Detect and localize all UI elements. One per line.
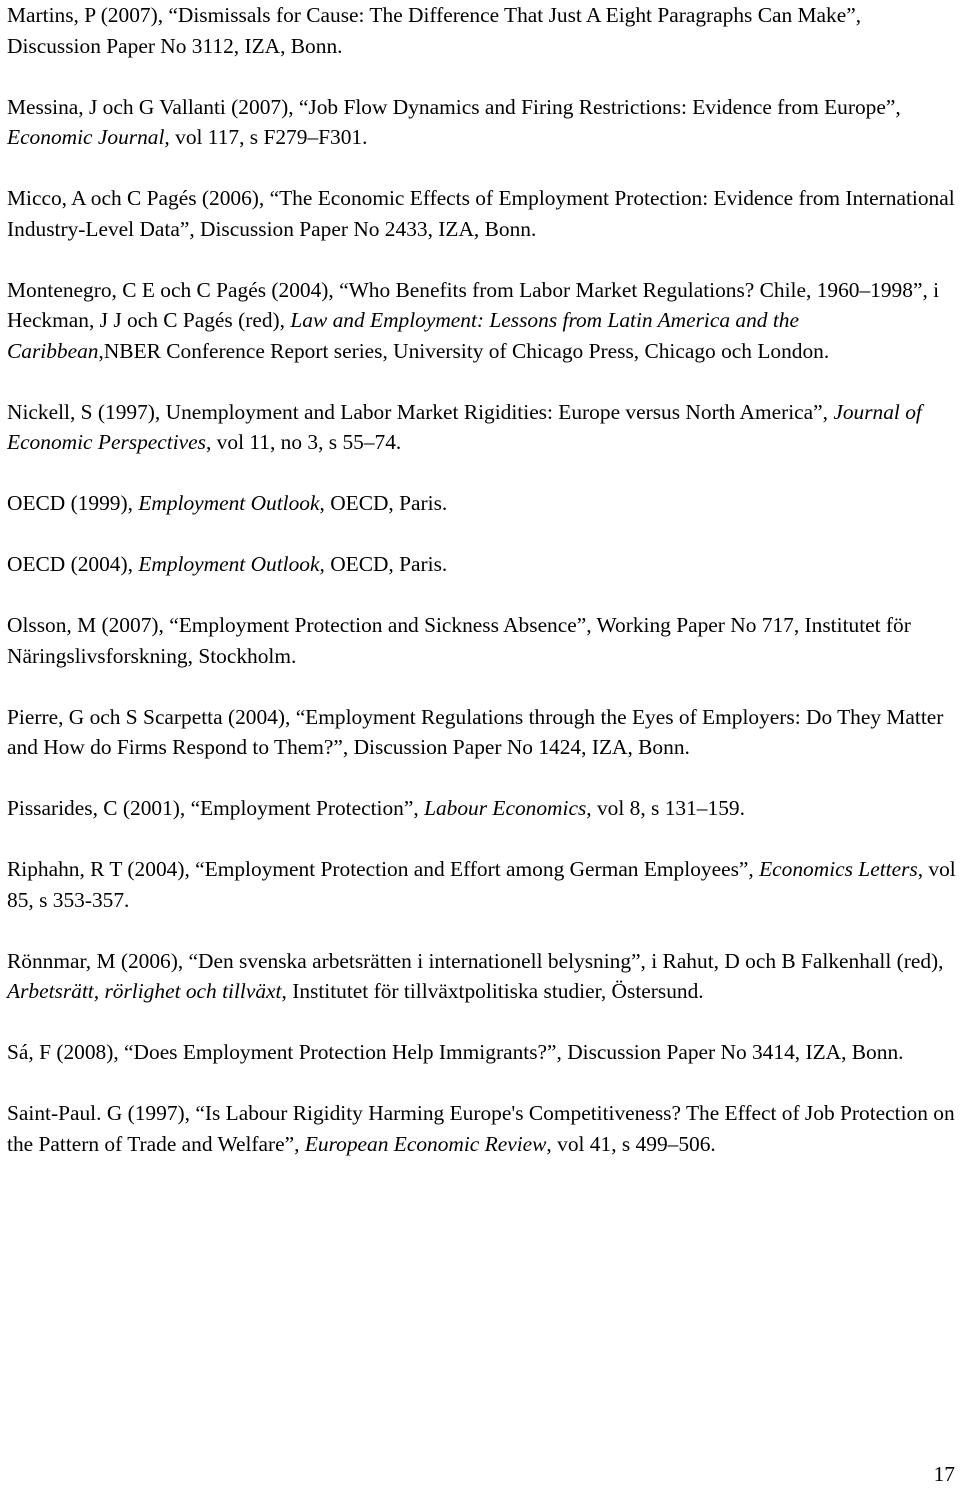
reference-text: Sá, F (2008), “Does Employment Protection Help Immigrants?”, Discussion Paper No 3414, IZA, Bonn. [7,1040,904,1064]
reference-entry [7,702,957,763]
reference-italic-title: Employment Outlook [138,552,320,576]
reference-entry [7,1098,957,1159]
reference-text: OECD (1999), [7,491,139,515]
reference-entry [7,275,957,367]
reference-text: Rönnmar, M (2006), “Den svenska arbetsrätten i internationell belysning”, i Rahut, D och B Falkenhall (red), [7,948,944,973]
reference-text: , vol 8, s 131–159. [586,796,745,820]
reference-italic-title: Economics Letters [759,857,918,881]
reference-text: Nickell, S (1997), Unemployment and Labor Market Rigidities: Europe versus North America”, [7,399,834,424]
reference-text: Saint-Paul. G (1997), “Is Labour Rigidity Harming Europe's Competitiveness? The Effect of Job Protection on the Pattern of Trade and Welfare”, [7,1101,955,1156]
reference-entry [7,793,957,824]
reference-entry [7,610,957,671]
reference-text: Montenegro, C E och C Pagés (2004), “Who Benefits from Labor Market Regulations? Chile, 1960–1998”, i Heckman, J J och C Pagés (red), [7,277,940,332]
reference-entry [7,1037,957,1068]
reference-text: , OECD, Paris. [319,552,448,576]
reference-entry [7,92,957,153]
reference-entry [7,549,957,580]
reference-text: Olsson, M (2007), “Employment Protection and Sickness Absence”, Working Paper No 717, Institutet för Näringslivsforskning, Stockholm. [7,613,911,668]
reference-text: Pierre, G och S Scarpetta (2004), “Employment Regulations through the Eyes of Employers: Do They Matter and How do Firms Respond to Them?”, Discussion Paper No 1424, IZA, Bonn. [7,704,944,759]
reference-text: , vol 41, s 499–506. [546,1131,716,1156]
reference-italic-title: Law and Employment: Lessons from Latin America and the Caribbean [7,308,799,363]
reference-italic-title: Journal of Economic Perspectives [7,399,922,454]
reference-italic-title: Labour Economics [424,796,587,820]
reference-text: , vol 85, s 353-357. [7,857,956,912]
reference-entry [7,183,957,244]
reference-entry [7,854,957,915]
reference-italic-title: Arbetsrätt, rörlighet och tillväxt [7,979,282,1003]
reference-text: , vol 11, no 3, s 55–74. [205,430,402,454]
reference-text: Micco, A och C Pagés (2006), “The Economic Effects of Employment Protection: Evidence from International Industry-Level Data”, Discussion Paper No 2433, IZA, Bonn. [7,186,955,241]
reference-text: Riphahn, R T (2004), “Employment Protection and Effort among German Employees”, [7,857,760,881]
reference-text: , OECD, Paris. [319,491,448,515]
page-number: 17 [933,1462,955,1486]
reference-entry [7,397,957,458]
reference-list [7,0,957,1190]
reference-text: , Institutet för tillväxtpolitiska studier, Östersund. [281,979,704,1003]
reference-text: OECD (2004), [7,552,139,576]
reference-text: ,NBER Conference Report series, University of Chicago Press, Chicago och London. [98,338,830,363]
reference-entry [7,946,957,1007]
reference-text: , vol 117, s F279–F301. [164,125,368,149]
reference-text: Martins, P (2007), “Dismissals for Cause: The Difference That Just A Eight Paragraphs Can Make”, Discussion Paper No 3112, IZA, Bonn. [7,3,862,58]
reference-text: Pissarides, C (2001), “Employment Protection”, [7,796,425,820]
reference-italic-title: European Economic Review [304,1131,547,1156]
reference-italic-title: Economic Journal [7,125,165,149]
reference-text: Messina, J och G Vallanti (2007), “Job Flow Dynamics and Firing Restrictions: Evidence from Europe”, [7,94,901,119]
reference-entry [7,488,957,519]
reference-italic-title: Employment Outlook [138,491,320,515]
reference-entry [7,0,957,61]
